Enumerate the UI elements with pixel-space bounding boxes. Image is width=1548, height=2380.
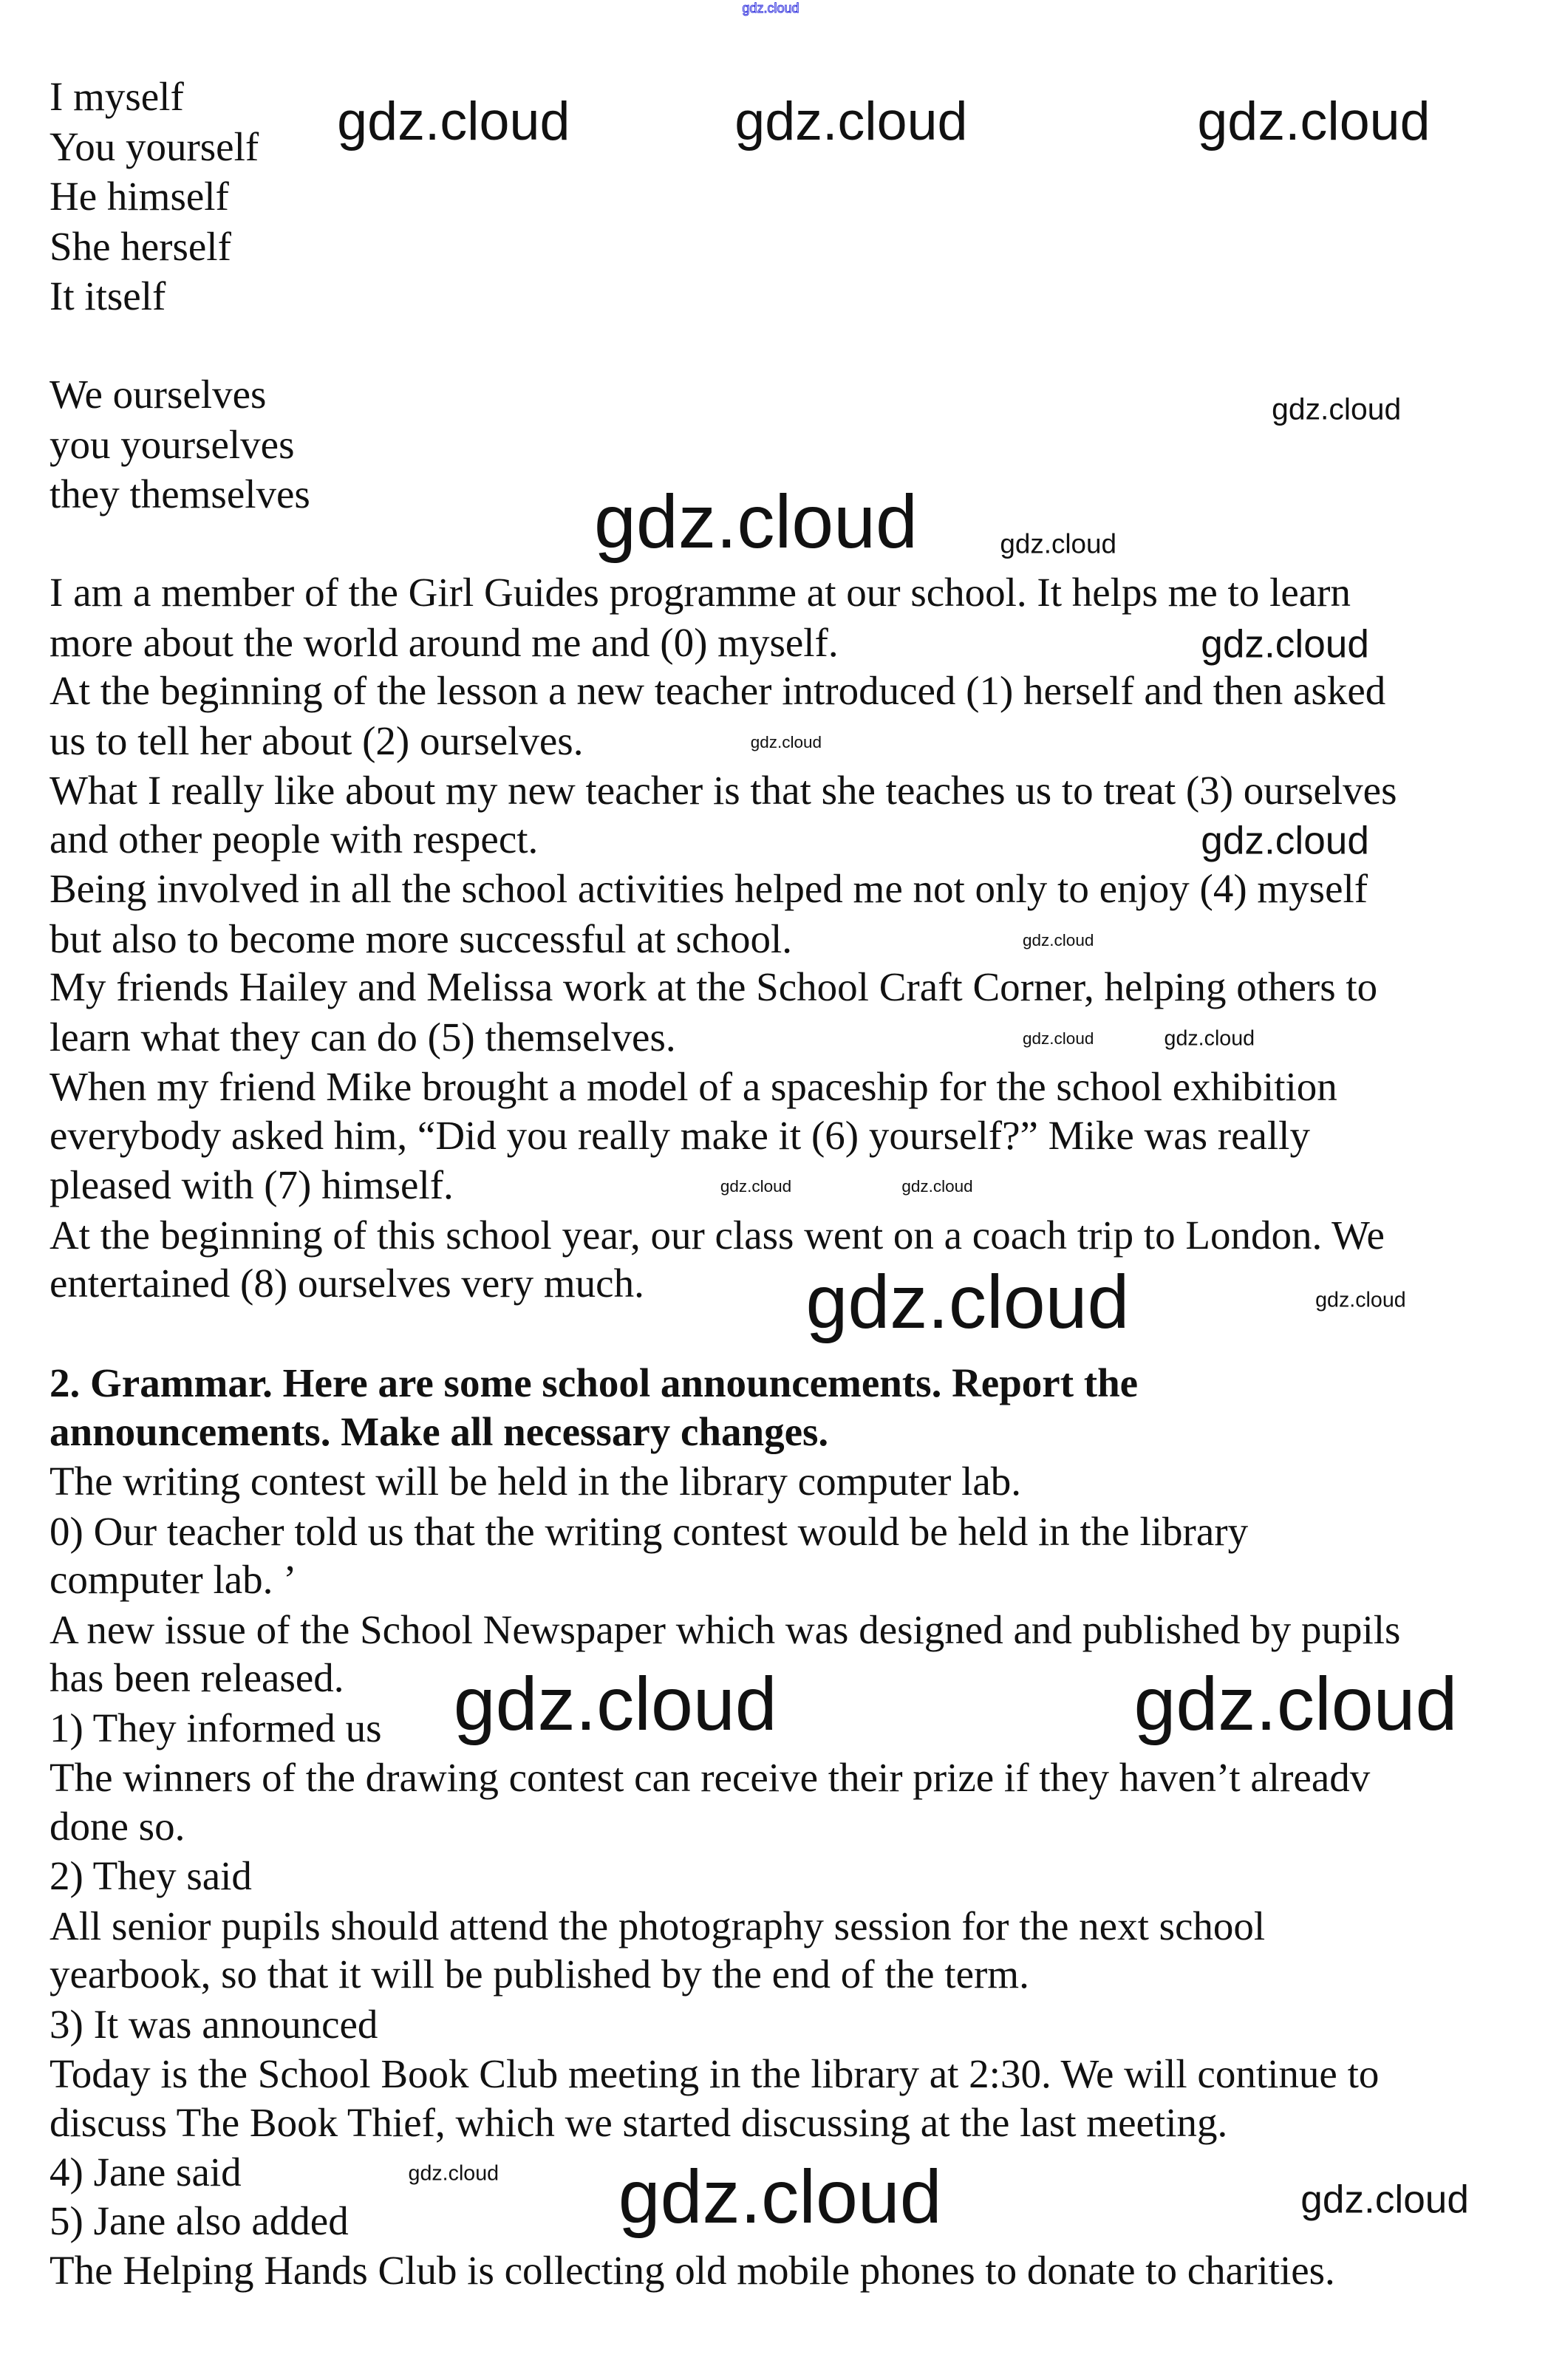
exercise1-line: and other people with respect. <box>50 816 539 862</box>
watermark: gdz.cloud <box>337 89 570 151</box>
exercise2-heading: announcements. Make all necessary changes. <box>50 1408 829 1454</box>
exercise2-line: has been released. <box>50 1655 344 1701</box>
exercise2-line: discuss The Book Thief, which we started discussing at the last meeting. <box>50 2099 1228 2145</box>
pronoun-line: We ourselves <box>50 372 267 417</box>
watermark: gdz.cloud <box>1197 89 1431 151</box>
exercise1-line: pleased with (7) himself. <box>50 1162 454 1208</box>
exercise2-line: 4) Jane said <box>50 2149 242 2195</box>
exercise2-line: The winners of the drawing contest can receive their prize if they haven’t alreadv <box>50 1755 1371 1801</box>
exercise1-line: Being involved in all the school activities helped me not only to enjoy (4) myself <box>50 866 1368 912</box>
exercise2-line: done so. <box>50 1803 185 1849</box>
pronoun-line: You yourself <box>50 123 259 169</box>
exercise2-line: yearbook, so that it will be published by the end of the term. <box>50 1951 1029 1997</box>
exercise1-line: learn what they can do (5) themselves. <box>50 1014 676 1060</box>
pronoun-line: you yourselves <box>50 421 295 467</box>
pronoun-line: He himself <box>50 174 229 219</box>
exercise1-line: but also to become more successful at school. <box>50 915 793 961</box>
watermark: gdz.cloud <box>750 732 822 751</box>
watermark: gdz.cloud <box>1164 1026 1255 1051</box>
watermark: gdz.cloud <box>1201 621 1369 666</box>
watermark: gdz.cloud <box>594 478 918 564</box>
exercise2-line: 1) They informed us <box>50 1705 382 1750</box>
watermark: gdz.cloud <box>1201 818 1369 862</box>
watermark: gdz.cloud <box>1272 392 1402 426</box>
watermark: gdz.cloud <box>1023 930 1094 949</box>
watermark: gdz.cloud <box>1000 528 1116 559</box>
exercise1-line: When my friend Mike brought a model of a spaceship for the school exhibition <box>50 1064 1337 1110</box>
watermark: gdz.cloud <box>1133 1660 1458 1746</box>
watermark: gdz.cloud <box>408 2161 499 2186</box>
watermark: gdz.cloud <box>1023 1029 1094 1048</box>
exercise1-line: My friends Hailey and Melissa work at the School Craft Corner, helping others to <box>50 964 1378 1010</box>
exercise1-line: At the beginning of the lesson a new teacher introduced (1) herself and then asked <box>50 668 1386 714</box>
exercise2-line: Today is the School Book Club meeting in the library at 2:30. We will continue to <box>50 2051 1380 2097</box>
exercise2-line: The writing contest will be held in the library computer lab. <box>50 1459 1022 1504</box>
exercise1-line: us to tell her about (2) ourselves. <box>50 717 584 763</box>
watermark: gdz.cloud <box>805 1258 1130 1344</box>
exercise2-line: 3) It was announced <box>50 2001 378 2047</box>
exercise1-line: more about the world around me and (0) myself. <box>50 619 839 665</box>
exercise1-line: entertained (8) ourselves very much. <box>50 1261 644 1306</box>
watermark: gdz.cloud <box>901 1176 973 1196</box>
exercise2-line: 5) Jane also added <box>50 2197 349 2243</box>
exercise1-line: everybody asked him, “Did you really make it (6) yourself?” Mike was really <box>50 1112 1310 1158</box>
exercise2-line: 2) They said <box>50 1853 252 1899</box>
pronoun-line: I myself <box>50 73 184 119</box>
exercise2-line: A new issue of the School Newspaper which was designed and published by pupils <box>50 1606 1401 1652</box>
exercise1-line: What I really like about my new teacher is that she teaches us to treat (3) ourselves <box>50 768 1397 814</box>
exercise2-line: All senior pupils should attend the photography session for the next school <box>50 1903 1266 1948</box>
pronoun-line: they themselves <box>50 471 310 517</box>
pronoun-line: She herself <box>50 223 231 269</box>
exercise2-line: The Helping Hands Club is collecting old mobile phones to donate to charities. <box>50 2248 1335 2294</box>
exercise1-line: At the beginning of this school year, our class went on a coach trip to London. We <box>50 1212 1385 1258</box>
pronoun-line: It itself <box>50 273 166 319</box>
watermark: gdz.cloud <box>618 2153 942 2239</box>
watermark: gdz.cloud <box>453 1660 777 1746</box>
watermark: gdz.cloud <box>1315 1288 1406 1312</box>
exercise2-line: computer lab. ’ <box>50 1557 297 1603</box>
exercise2-heading: 2. Grammar. Here are some school announcements. Report the <box>50 1360 1139 1406</box>
watermark: gdz.cloud <box>720 1176 792 1196</box>
exercise2-line: 0) Our teacher told us that the writing contest would be held in the library <box>50 1508 1249 1554</box>
watermark-top: gdz.cloud <box>742 1 799 16</box>
watermark: gdz.cloud <box>734 89 968 151</box>
exercise1-line: I am a member of the Girl Guides programme at our school. It helps me to learn <box>50 570 1351 616</box>
watermark: gdz.cloud <box>1300 2178 1469 2222</box>
